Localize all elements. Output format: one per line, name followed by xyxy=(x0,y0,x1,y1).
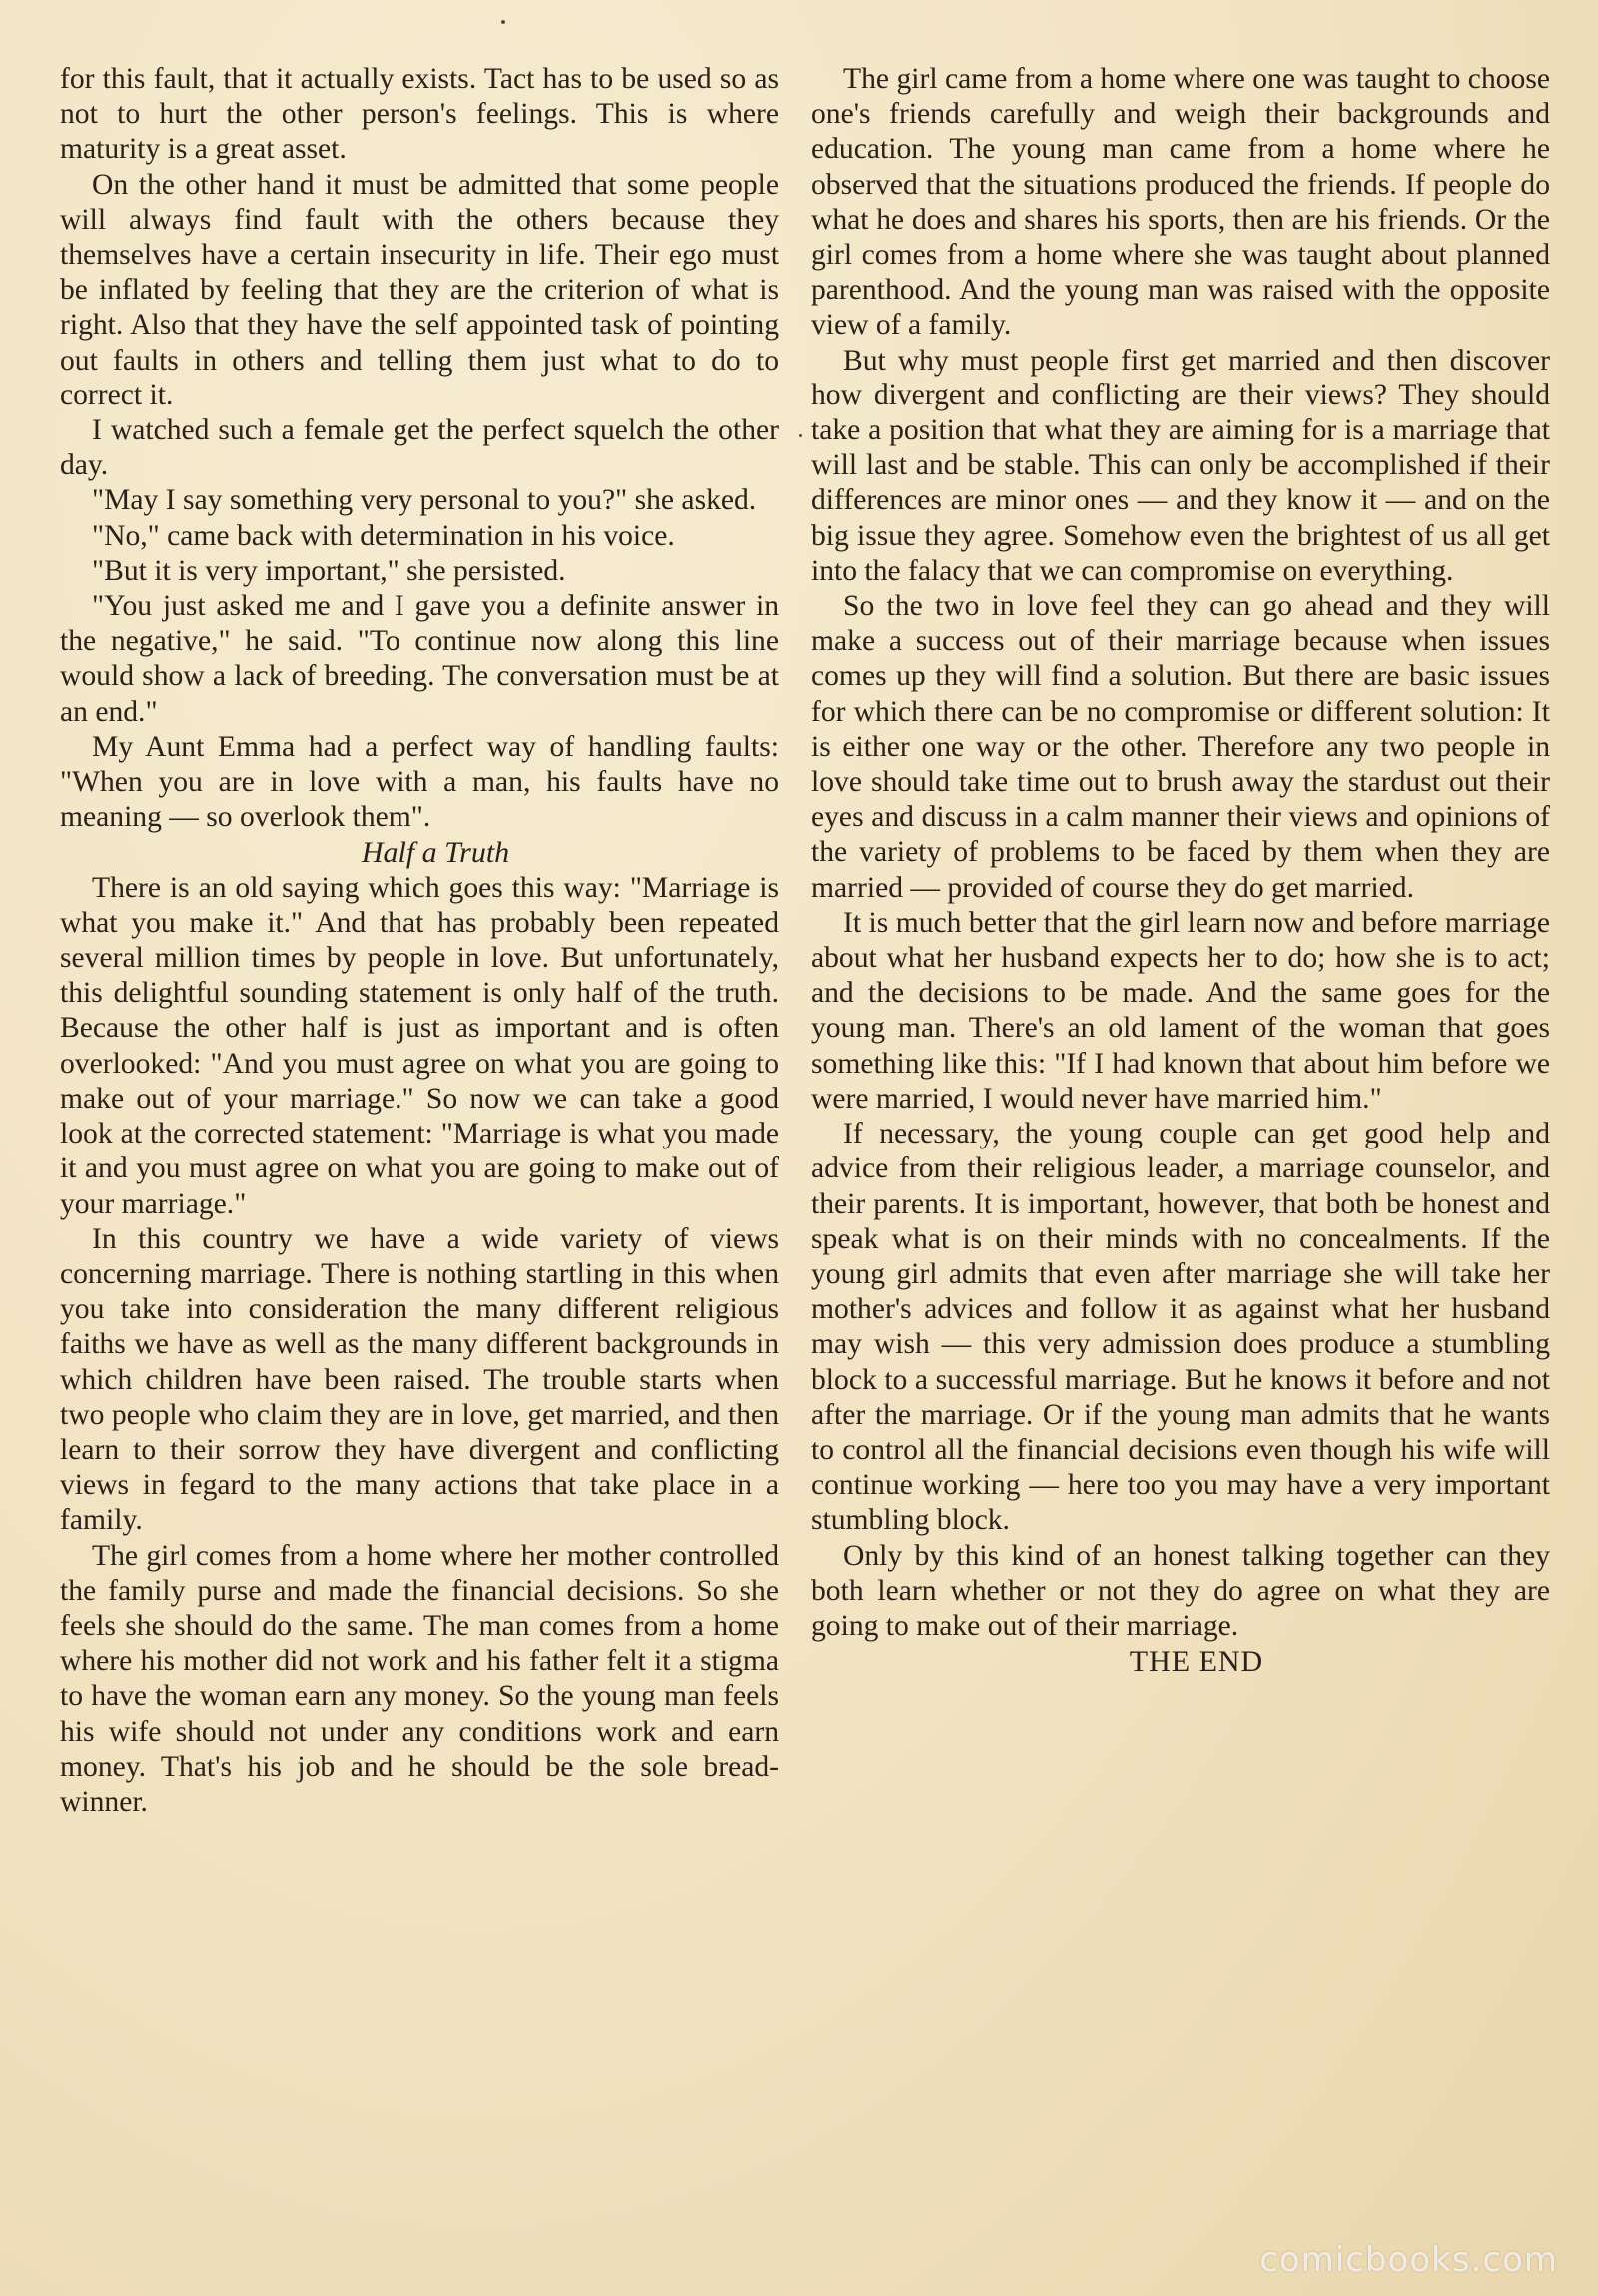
paragraph: On the other hand it must be admitted that some people will always find fault with the others because they themselves have a certain insecurity in life. Their ego must be inflated by feeling that they are the criterion of what is right. Also that they have the self appointed task of pointing out faults in others and telling them just what to do to correct it. xyxy=(60,168,779,411)
paragraph: The girl came from a home where one was taught to choose one's friends carefully and weigh their backgrounds and education. The young man came from a home where he observed that the situations produced the friends. If people do what he does and shares his sports, then are his friends. Or the girl comes from a home where she was taught about planned parenthood. And the young man was raised with the opposite view of a family. xyxy=(811,63,1550,342)
paragraph: "No," came back with determination in his voice. xyxy=(92,519,675,552)
paragraph: If necessary, the young couple can get good help and advice from their religious leader, a marriage counselor, and their parents. It is important, however, that both be honest and speak what is on their minds with no concealments. If the young girl admits that even after marriage she will take her mother's advices and follow it as against what her husband may wish — this very admission does produce a stumbling block to a successful marriage. But he knows it before and not after the marriage. Or if the young man admits that he wants to control all the financial decisions even though his wife will continue working — here too you may have a very important stumbling block. xyxy=(811,1118,1550,1537)
paragraph: for this fault, that it actually exists. Tact has to be used so as not to hurt the other person's feelings. This is where maturity is a great asset. xyxy=(60,63,779,166)
paragraph: It is much better that the girl learn now and before marriage about what her husband expects her to do; how she is to act; and the decisions to be made. And the same goes for the young man. There's an old lament of the woman that goes something like this: "If I had known that about him before we were married, I would never have married him." xyxy=(811,906,1550,1115)
section-subheading: Half a Truth xyxy=(361,836,510,870)
the-end-label: THE END xyxy=(1129,1645,1264,1679)
paragraph: Only by this kind of an honest talking together can they both learn whether or not they do agree on what they are going to make out of their marriage. xyxy=(811,1539,1550,1642)
paragraph: There is an old saying which goes this way: "Marriage is what you make it." And that has probably been repeated several million times by people in love. But unfortunately, this delightful sounding statement is only half of the truth. Because the other half is just as important and is often overlooked: "And you must agree on what you are going to make out of your marriage." So now we can take a good look at the corrected statement: "Marriage is what you made it and you must agree on what you are going to make out of your marriage." xyxy=(60,871,779,1220)
paragraph: The girl comes from a home where her mother controlled the family purse and made the financial decisions. So she feels she should do the same. The man comes from a home where his mother did not work and his father felt it a stigma to have the woman earn any money. So the young man feels his wife should not under any conditions work and earn money. That's his job and he should be the sole bread-winner. xyxy=(60,1539,779,1818)
paragraph: "May I say something very personal to you?" she asked. xyxy=(92,484,757,517)
paragraph: In this country we have a wide variety of views concerning marriage. There is nothing startling in this when you take into consideration the many different religious faiths we have as well as the many different backgrounds in which children have been raised. The trouble starts when two people who claim they are in love, get married, and then learn to their sorrow they have divergent and conflicting views in fegard to the many actions that take place in a family. xyxy=(60,1222,779,1537)
paragraph: My Aunt Emma had a perfect way of handling faults: "When you are in love with a man, his faults have no meaning — so overlook them". xyxy=(60,730,779,834)
right-column xyxy=(811,62,1550,1679)
left-column xyxy=(60,62,779,1820)
paragraph: I watched such a female get the perfect squelch the other day. xyxy=(60,414,779,482)
site-watermark: comicbooks.com xyxy=(1259,2240,1558,2280)
paragraph: "You just asked me and I gave you a definite answer in the negative," he said. "To continue now along this line would show a lack of breeding. The conversation must be at an end." xyxy=(60,590,779,728)
paragraph: So the two in love feel they can go ahead and they will make a success out of their marriage because when issues comes up they will find a solution. But there are basic issues for which there can be no compromise or different solution: It is either one way or the other. Therefore any two people in love should take time out to brush away the stardust out their eyes and discuss in a calm manner their views and opinions of the variety of problems to be faced by them when they are married — provided of course they do get married. xyxy=(811,590,1550,904)
print-speck xyxy=(501,20,505,24)
print-speck xyxy=(799,434,802,437)
paragraph: But why must people first get married and then discover how divergent and conflicting are their views? They should take a position that what they are aiming for is a marriage that will last and be stable. This can only be accomplished if their differences are minor ones — and they know it — and on the big issue they agree. Somehow even the brightest of us all get into the falacy that we can compromise on everything. xyxy=(811,344,1550,587)
paragraph: "But it is very important," she persisted. xyxy=(92,554,566,587)
